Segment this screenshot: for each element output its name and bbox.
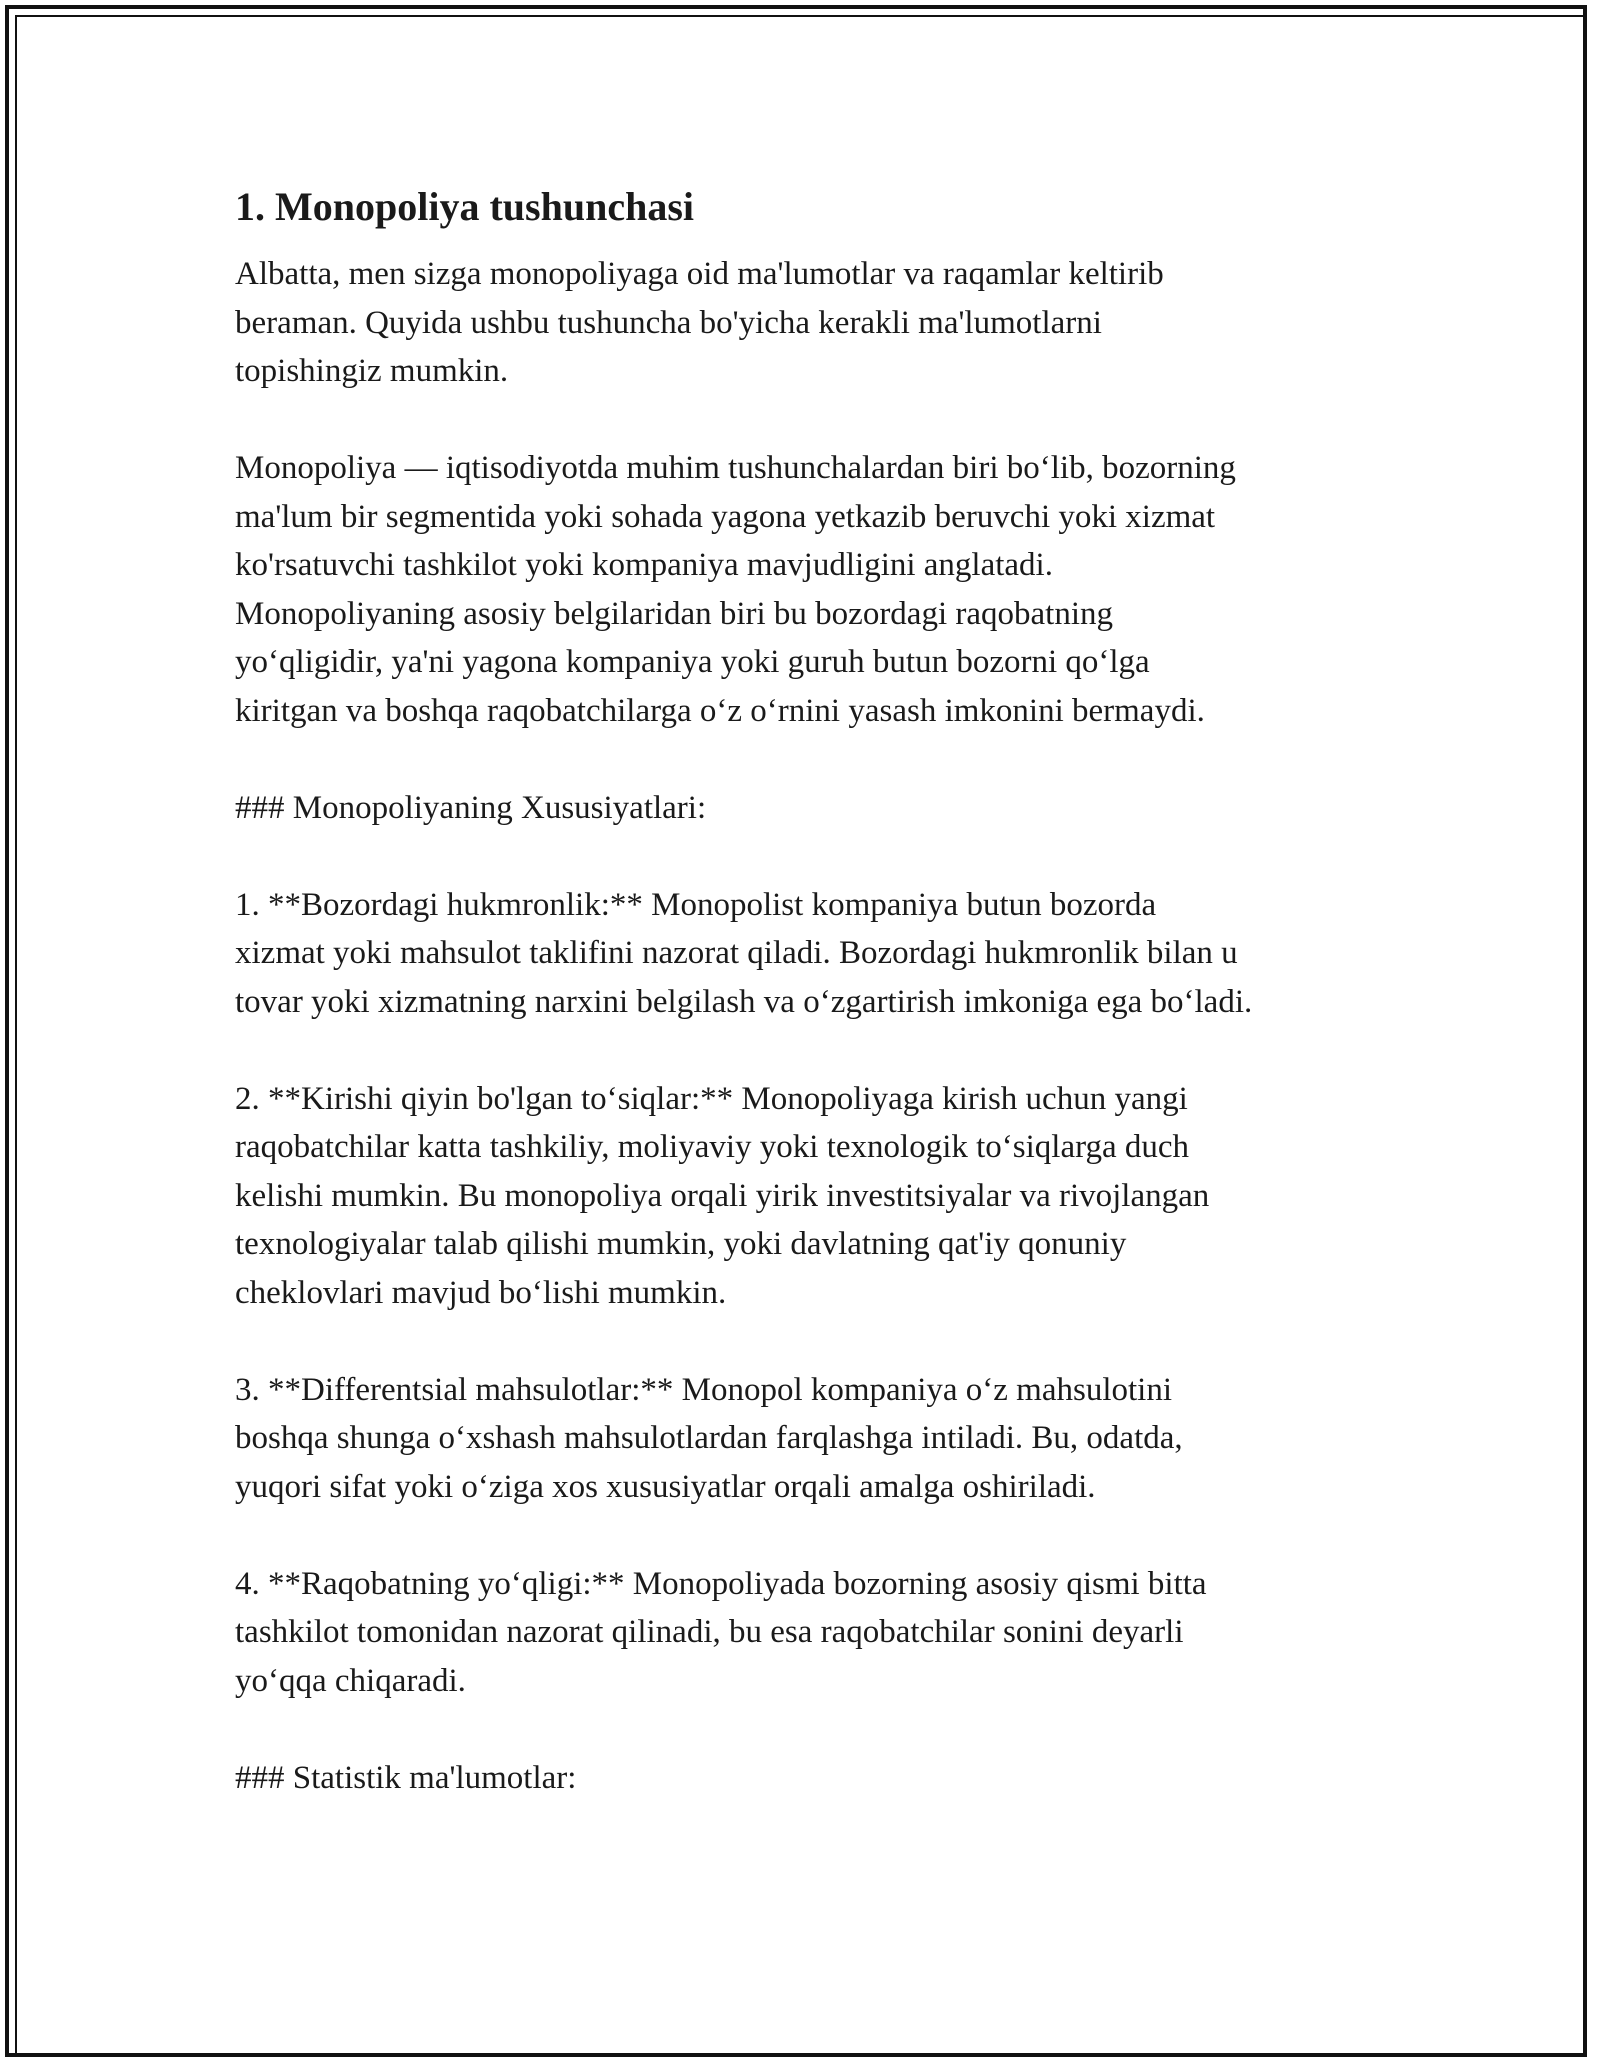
section-heading-statistics: ### Statistik ma'lumotlar:	[235, 1759, 577, 1796]
list-item-feature-3: 3. **Differentsial mahsulotlar:** Monopol kompaniya o‘z mahsulotini boshqa shunga o‘xshash mahsulotlardan farqlashga intiladi. Bu, odatda, yuqori sifat yoki o‘ziga xos xususiyatlar orqali amalga oshiriladi.	[235, 1371, 1183, 1505]
document-page	[235, 182, 1375, 1851]
list-item-feature-2: 2. **Kirishi qiyin bo'lgan to‘siqlar:** Monopoliyaga kirish uchun yangi raqobatchilar katta tashkiliy, moliyaviy yoki texnologik to‘siqlarga duch kelishi mumkin. Bu monopoliya orqali yirik investitsiyalar va rivojlangan texnologiyalar talab qilishi mumkin, yoki davlatning qat'iy qonuniy cheklovlari mavjud bo‘lishi mumkin.	[235, 1080, 1210, 1311]
section-heading-features: ### Monopoliyaning Xususiyatlari:	[235, 789, 707, 826]
paragraph-definition: Monopoliya — iqtisodiyotda muhim tushunchalardan biri bo‘lib, bozorning ma'lum bir segmentida yoki sohada yagona yetkazib beruvchi yoki xizmat ko'rsatuvchi tashkilot yoki kompaniya mavjudligini anglatadi. Monopoliyaning asosiy belgilaridan biri bu bozordagi raqobatning yo‘qligidir, ya'ni yagona kompaniya yoki guruh butun bozorni qo‘lga kiritgan va boshqa raqobatchilarga o‘z o‘rnini yasash imkonini bermaydi.	[235, 450, 1236, 729]
list-item-feature-1: 1. **Bozordagi hukmronlik:** Monopolist kompaniya butun bozorda xizmat yoki mahsulot taklifini nazorat qiladi. Bozordagi hukmronlik bilan u tovar yoki xizmatning narxini belgilash va o‘zgartirish imkoniga ega bo‘ladi.	[235, 886, 1253, 1020]
paragraph-intro: Albatta, men sizga monopoliyaga oid ma'lumotlar va raqamlar keltirib beraman. Quyida ushbu tushuncha bo'yicha kerakli ma'lumotlarni topishingiz mumkin.	[235, 256, 1164, 389]
list-item-feature-4: 4. **Raqobatning yo‘qligi:** Monopoliyada bozorning asosiy qismi bitta tashkilot tomonidan nazorat qilinadi, bu esa raqobatchilar sonini deyarli yo‘qqa chiqaradi.	[235, 1565, 1207, 1699]
document-title: 1. Monopoliya tushunchasi	[235, 184, 695, 229]
